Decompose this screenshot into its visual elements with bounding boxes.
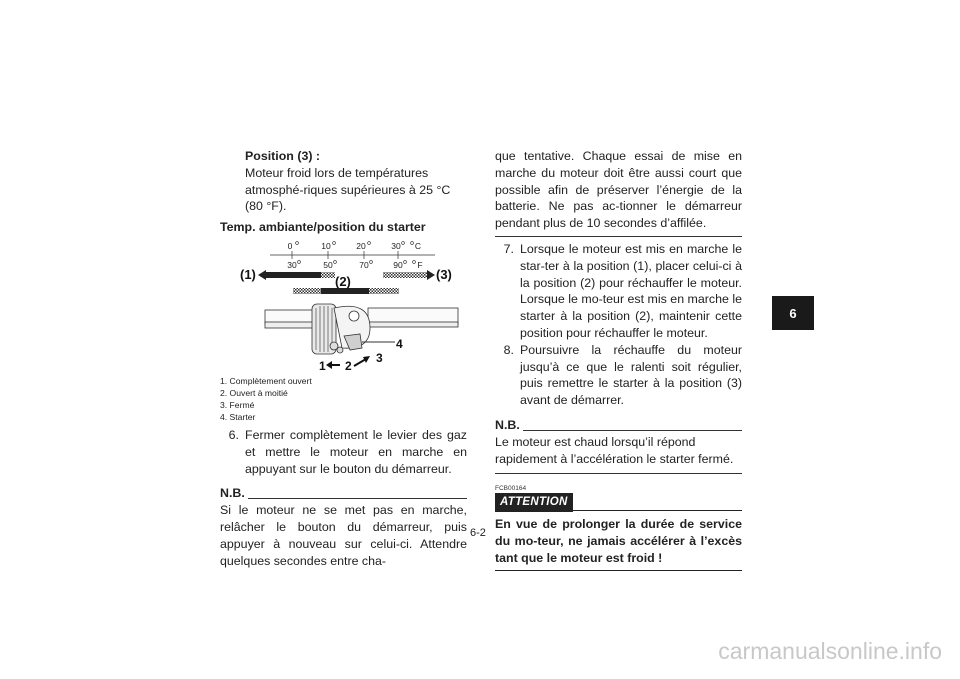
label-p1: (1) [240,266,256,282]
attention-code: FCB00164 [495,485,527,493]
caption-3: 3. Fermé [220,399,255,410]
label-p3: (3) [436,266,452,282]
c-tick-10: 10 [321,240,331,251]
step-6-text: Fermer complètement le levier des gaz et mettre le moteur en marche en appuyant sur le bouton du démarreur. [245,427,467,476]
caption-1: 1. Complètement ouvert [220,375,312,386]
right-column [495,148,742,571]
attention-label: ATTENTION [495,493,573,512]
nb-label: N.B. [495,417,520,432]
section-title: Temp. ambiante/position du starter [220,220,426,235]
position-1-arrow [258,270,335,280]
left-column [220,148,467,569]
caption-4: 4. Starter [220,411,256,422]
f-tick-90: 90 [393,259,403,270]
callout-3: 3 [376,350,383,365]
f-tick-50: 50 [323,259,333,270]
nb-label: N.B. [220,486,245,501]
position-3-arrow [383,270,435,280]
handlebar-drawing [265,304,458,354]
step-6 [220,427,467,477]
divider-2 [495,473,742,474]
continued-text: que tentative. Chaque essai de mise en marche du moteur doit être aussi court que possible afin de préserver l’énergie de la batterie. Ne pas ac-tionner le démarreur pendant plus de 10 secondes d’affilée. [495,149,742,231]
c-tick-20: 20 [356,240,366,251]
nb-rule [248,498,467,499]
fahrenheit-ticks [287,260,422,270]
callout-2: 2 [345,358,352,373]
step-8-number: 8. [503,342,514,357]
chapter-tab: 6 [772,296,814,330]
callout-1: 1 [319,358,326,373]
c-tick-30: 30 [391,240,401,251]
nb-text-right: Le moteur est chaud lorsqu’il répond rapidement à l’accélération le starter fermé. [495,434,734,466]
nb-text-left: Si le moteur ne se met pas en marche, relâcher le bouton du démarreur, puis appuyer à nouveau sur celui-ci. Attendre quelques secondes entre cha- [220,503,467,568]
callout-4: 4 [396,336,403,351]
step-7-number: 7. [503,241,514,256]
attention-heading [495,493,742,512]
divider-1 [495,236,742,237]
step-8 [495,342,742,409]
c-unit: C [414,240,422,251]
position-title: Position (3) : [245,149,321,163]
step-7-text: Lorsque le moteur est mis en marche le star-ter à la position (1), placer celui-ci à la position (2) pour réchauffer le moteur. Lorsque le mo-teur est mis en marche le starter à la position (2), maintenir cette position pour réchauffer le moteur. [520,241,742,340]
nb-heading-left [220,485,467,502]
celsius-ticks [288,241,421,251]
f-tick-30: 30 [287,259,297,270]
nb-rule [523,430,742,431]
attention-bottom-rule [495,570,742,571]
choke-figure [220,238,467,373]
f-tick-70: 70 [359,259,369,270]
step-6-number: 6. [228,427,239,442]
step-8-text: Poursuivre la réchauffe du moteur jusqu’à ce que le ralenti soit régulier, puis remettre le starter à la position (3) avant de démarrer. [520,342,742,408]
page-number: 6-2 [470,527,486,539]
caption-2: 2. Ouvert à moitié [220,387,288,398]
watermark: carmanualsonline.info [718,638,942,664]
attention-text: En vue de prolonger la durée de service du mo-teur, ne jamais accélérer à l’excès tant que le moteur est froid ! [495,517,742,565]
nb-heading-right [495,417,742,434]
c-tick-0: 0 [287,240,293,251]
attention-rule [573,510,742,511]
label-p2: (2) [335,273,351,289]
figure-captions [220,375,467,423]
step-7 [495,241,742,342]
position-text: Moteur froid lors de températures atmosphé-riques supérieures à 25 °C (80 °F). [245,165,451,214]
f-unit: F [417,259,423,270]
